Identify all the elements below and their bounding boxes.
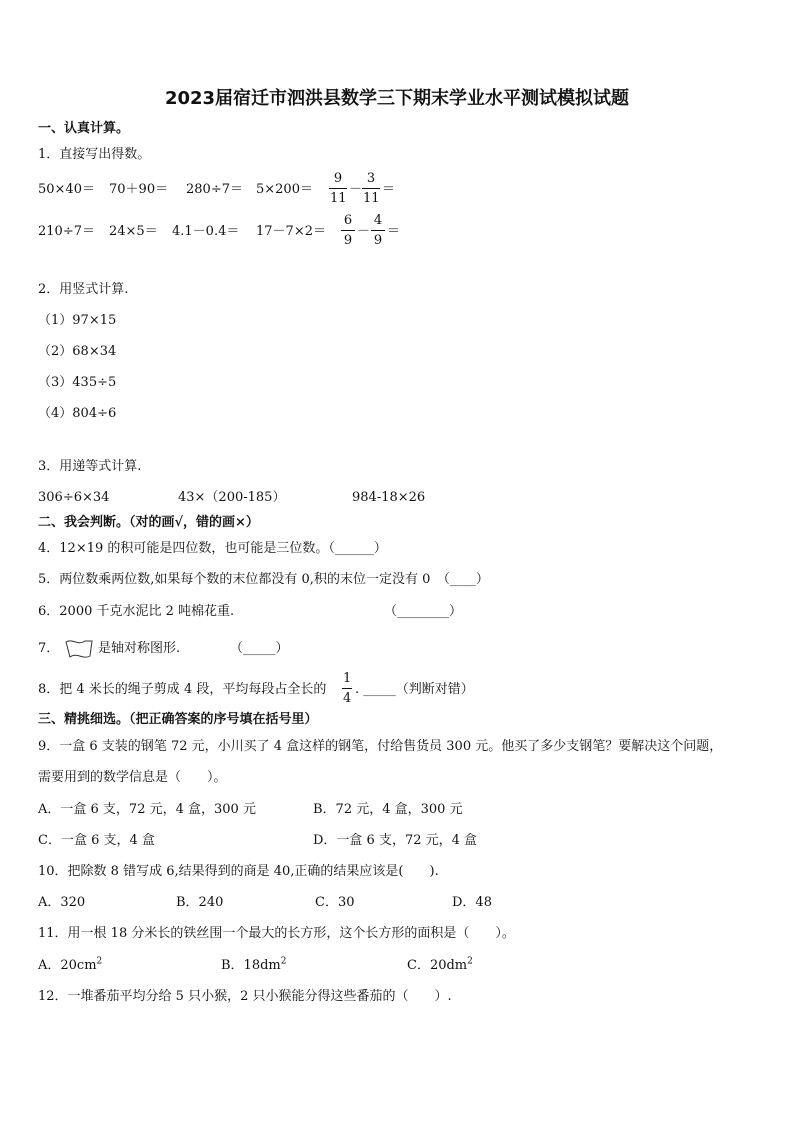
q7-text: 是轴对称图形. [98, 641, 181, 656]
superscript: 2 [280, 956, 287, 967]
fraction-numerator: 3 [366, 171, 376, 186]
q9-option-c: C．一盒 6 支，4 盒 [38, 833, 155, 848]
q9-option-a: A．一盒 6 支，72 元，4 盒，300 元 [38, 802, 256, 817]
fraction-9-11 [329, 171, 347, 206]
q7-answer-blank: （_____） [230, 641, 289, 656]
fraction-3-11 [362, 171, 380, 206]
q2-item: （1）97×15 [38, 313, 117, 328]
option-text: B．18dm [221, 958, 281, 973]
option-text: C．20dm [407, 958, 468, 973]
q6-answer-blank: （________） [384, 604, 463, 619]
q11-option-a [38, 958, 102, 974]
q10-option-d: D．48 [452, 895, 492, 910]
q3-item: 984-18×26 [352, 490, 426, 505]
fraction-denominator: 11 [363, 191, 380, 206]
q9-text-line1: 9．一盒 6 支装的钢笔 72 元，小川买了 4 盒这样的钢笔，付给售货员 300 元。他买了多少支钢笔？要解决这个问题， [38, 739, 723, 754]
equals-sign: ＝ [387, 224, 401, 239]
q11-option-b [221, 958, 286, 974]
q7-number: 7． [38, 641, 60, 656]
page-title: 2023届宿迁市泗洪县数学三下期末学业水平测试模拟试题 [164, 88, 630, 109]
fraction-numerator: 1 [343, 671, 352, 686]
q8-tail: . _____（判断对错） [355, 682, 474, 697]
option-text: A．20cm [38, 958, 97, 973]
q2-item: （3）435÷5 [38, 375, 117, 390]
fraction-4-9 [371, 213, 385, 248]
q3-item: 43×（200-185） [178, 490, 286, 505]
equals-sign: ＝ [382, 182, 396, 197]
q10-option-c: C．30 [315, 895, 355, 910]
q12-text: 12．一堆番茄平均分给 5 只小猴，2 只小猴能分得这些番茄的（ ）. [38, 989, 452, 1004]
section3-heading: 三、精挑细选。（把正确答案的序号填在括号里） [38, 712, 318, 727]
superscript: 2 [467, 956, 473, 967]
calc-item: 50×40＝ [38, 182, 95, 197]
section1-heading: 一、认真计算。 [38, 121, 130, 136]
fraction-numerator: 6 [343, 213, 353, 228]
q10-option-a: A．320 [38, 895, 86, 910]
calc-item: 210÷7＝ [38, 224, 95, 239]
q9-text-line2: 需要用到的数学信息是（ ）。 [38, 770, 227, 785]
fraction-bar [329, 188, 347, 189]
calc-item: 5×200＝ [256, 182, 313, 197]
fraction-numerator: 4 [373, 213, 383, 228]
fraction-6-9 [341, 213, 355, 248]
wavy-flag-figure-icon [63, 638, 95, 660]
fraction-1-4 [342, 671, 352, 706]
q2-item: （2）68×34 [38, 344, 117, 359]
superscript: 2 [96, 956, 103, 967]
fraction-denominator: 11 [330, 191, 347, 206]
calc-item: 17－7×2＝ [256, 224, 326, 239]
fraction-bar [341, 230, 355, 231]
q9-option-d: D．一盒 6 支，72 元，4 盒 [313, 833, 478, 848]
fraction-bar [371, 230, 385, 231]
q10-text: 10．把除数 8 错写成 6,结果得到的商是 40,正确的结果应该是( ). [38, 864, 439, 879]
calc-item: 70＋90＝ [109, 182, 169, 197]
q3-item: 306÷6×34 [38, 490, 110, 505]
calc-item: 24×5＝ [109, 224, 158, 239]
q8-text: 8．把 4 米长的绳子剪成 4 段，平均每段占全长的 [38, 682, 327, 697]
q2-label: 2．用竖式计算. [38, 282, 129, 297]
calc-item: 280÷7＝ [186, 182, 243, 197]
q6-text: 6．2000 千克水泥比 2 吨棉花重. [38, 604, 235, 619]
minus-sign: － [349, 182, 363, 197]
fraction-bar [362, 188, 380, 189]
q5-text: 5．两位数乘两位数,如果每个数的末位都没有 0,积的末位一定没有 0 （____） [38, 572, 489, 587]
minus-sign: － [357, 224, 371, 239]
q9-option-b: B．72 元，4 盒，300 元 [313, 802, 463, 817]
q10-option-b: B．240 [176, 895, 224, 910]
section2-heading: 二、我会判断。（对的画√，错的画×） [38, 515, 259, 530]
q4-text: 4．12×19 的积可能是四位数，也可能是三位数。（______） [38, 541, 387, 556]
fraction-denominator: 9 [373, 233, 383, 248]
fraction-numerator: 9 [333, 171, 343, 186]
fraction-bar [342, 688, 352, 689]
calc-item: 4.1－0.4＝ [172, 224, 240, 239]
fraction-denominator: 9 [343, 233, 353, 248]
q1-label: 1．直接写出得数。 [38, 147, 151, 162]
q3-label: 3．用递等式计算. [38, 459, 142, 474]
q11-option-c [407, 958, 473, 974]
q2-item: （4）804÷6 [38, 406, 117, 421]
q11-text: 11．用一根 18 分米长的铁丝围一个最大的长方形，这个长方形的面积是（ ）。 [38, 926, 515, 941]
fraction-denominator: 4 [343, 691, 352, 706]
